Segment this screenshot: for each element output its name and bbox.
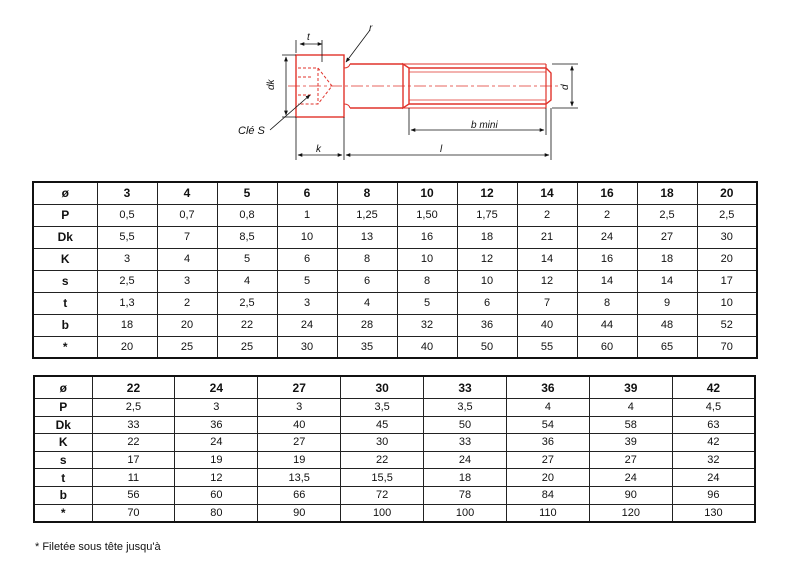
table-cell: 52 <box>697 314 757 336</box>
header-cell: ø <box>33 182 97 204</box>
label-t: t <box>307 32 310 43</box>
table-cell: 7 <box>517 292 577 314</box>
table-cell: 2 <box>517 204 577 226</box>
table-row <box>33 336 757 358</box>
table-cell: 4 <box>506 399 589 417</box>
table-cell: 48 <box>637 314 697 336</box>
table-cell: 25 <box>217 336 277 358</box>
table-cell: 18 <box>637 248 697 270</box>
header-cell: 14 <box>517 182 577 204</box>
header-cell: 39 <box>589 376 672 399</box>
row-label: K <box>33 248 97 270</box>
table-cell: 60 <box>175 486 258 504</box>
table-cell: 19 <box>258 451 341 469</box>
table-cell: 120 <box>589 504 672 522</box>
table-cell: 21 <box>517 226 577 248</box>
table-row <box>34 451 755 469</box>
table-cell: 1,25 <box>337 204 397 226</box>
table-cell: 18 <box>457 226 517 248</box>
table-cell: 13 <box>337 226 397 248</box>
header-cell: 27 <box>258 376 341 399</box>
table-cell: 2 <box>577 204 637 226</box>
table-cell: 2,5 <box>92 399 175 417</box>
table-row <box>33 226 757 248</box>
table-cell: 63 <box>672 416 755 434</box>
header-cell: 4 <box>157 182 217 204</box>
label-b-mini: b mini <box>471 120 498 131</box>
label-cle-s: Clé S <box>238 125 265 137</box>
table-cell: 70 <box>697 336 757 358</box>
table-cell: 0,5 <box>97 204 157 226</box>
table-cell: 8 <box>397 270 457 292</box>
table-cell: 18 <box>424 469 507 487</box>
table-cell: 33 <box>92 416 175 434</box>
header-cell: 12 <box>457 182 517 204</box>
header-cell: 6 <box>277 182 337 204</box>
table-cell: 4,5 <box>672 399 755 417</box>
table-cell: 90 <box>589 486 672 504</box>
label-dk: dk <box>266 79 277 90</box>
table-cell: 78 <box>424 486 507 504</box>
table-cell: 56 <box>92 486 175 504</box>
table-cell: 11 <box>92 469 175 487</box>
dimension-table-small <box>32 181 758 359</box>
table-cell: 27 <box>637 226 697 248</box>
header-cell: 16 <box>577 182 637 204</box>
table-cell: 24 <box>589 469 672 487</box>
header-cell: 10 <box>397 182 457 204</box>
screw-technical-drawing <box>0 0 800 175</box>
table-cell: 19 <box>175 451 258 469</box>
table-cell: 96 <box>672 486 755 504</box>
table-body <box>34 399 755 522</box>
table-cell: 20 <box>157 314 217 336</box>
row-label: P <box>33 204 97 226</box>
header-cell: 3 <box>97 182 157 204</box>
table-cell: 25 <box>157 336 217 358</box>
table-row <box>34 504 755 522</box>
table-cell: 14 <box>517 248 577 270</box>
header-cell: 20 <box>697 182 757 204</box>
table-cell: 1,75 <box>457 204 517 226</box>
row-label: b <box>34 486 92 504</box>
table-cell: 40 <box>397 336 457 358</box>
footnote: * Filetée sous tête jusqu'à <box>35 541 161 553</box>
table-cell: 8,5 <box>217 226 277 248</box>
header-cell: 36 <box>506 376 589 399</box>
table-cell: 20 <box>506 469 589 487</box>
row-label: K <box>34 434 92 452</box>
table-cell: 27 <box>258 434 341 452</box>
table-header-row <box>33 182 757 204</box>
table-cell: 100 <box>341 504 424 522</box>
table-cell: 15,5 <box>341 469 424 487</box>
table-cell: 10 <box>457 270 517 292</box>
table-cell: 14 <box>577 270 637 292</box>
table-cell: 30 <box>341 434 424 452</box>
table-row <box>33 314 757 336</box>
table-cell: 5 <box>277 270 337 292</box>
table-cell: 20 <box>697 248 757 270</box>
table-cell: 5,5 <box>97 226 157 248</box>
table-cell: 3 <box>277 292 337 314</box>
table-cell: 84 <box>506 486 589 504</box>
row-label: b <box>33 314 97 336</box>
table-cell: 1,50 <box>397 204 457 226</box>
table-cell: 3,5 <box>424 399 507 417</box>
dimension-table-large <box>33 375 756 523</box>
table-cell: 32 <box>397 314 457 336</box>
table-cell: 1,3 <box>97 292 157 314</box>
table-cell: 2 <box>157 292 217 314</box>
table-cell: 40 <box>517 314 577 336</box>
table-cell: 3 <box>97 248 157 270</box>
table-cell: 6 <box>277 248 337 270</box>
screw-part <box>288 55 560 117</box>
table-row <box>33 270 757 292</box>
table-cell: 36 <box>175 416 258 434</box>
header-cell: 18 <box>637 182 697 204</box>
table-cell: 12 <box>457 248 517 270</box>
table-row <box>34 434 755 452</box>
table-row <box>34 399 755 417</box>
table-cell: 14 <box>637 270 697 292</box>
table-cell: 35 <box>337 336 397 358</box>
table-cell: 45 <box>341 416 424 434</box>
row-label: Dk <box>33 226 97 248</box>
table-cell: 90 <box>258 504 341 522</box>
table-cell: 42 <box>672 434 755 452</box>
table-cell: 6 <box>337 270 397 292</box>
label-l: l <box>440 144 443 155</box>
table-cell: 130 <box>672 504 755 522</box>
table-cell: 80 <box>175 504 258 522</box>
table-row <box>33 292 757 314</box>
table-cell: 10 <box>697 292 757 314</box>
row-label: t <box>33 292 97 314</box>
header-cell: 22 <box>92 376 175 399</box>
table-cell: 18 <box>97 314 157 336</box>
table-body <box>33 204 757 358</box>
table-cell: 16 <box>577 248 637 270</box>
table-cell: 4 <box>217 270 277 292</box>
table-cell: 3 <box>157 270 217 292</box>
table-cell: 2,5 <box>637 204 697 226</box>
table-cell: 10 <box>397 248 457 270</box>
table-cell: 9 <box>637 292 697 314</box>
label-k: k <box>316 144 321 155</box>
table-cell: 55 <box>517 336 577 358</box>
table-cell: 5 <box>397 292 457 314</box>
table-cell: 7 <box>157 226 217 248</box>
dimension-lines <box>270 30 578 160</box>
table-cell: 3 <box>258 399 341 417</box>
table-row <box>34 486 755 504</box>
table-cell: 28 <box>337 314 397 336</box>
table-cell: 30 <box>697 226 757 248</box>
table-row <box>34 469 755 487</box>
label-d: d <box>560 84 571 90</box>
header-cell: 24 <box>175 376 258 399</box>
header-cell: 30 <box>341 376 424 399</box>
table-cell: 54 <box>506 416 589 434</box>
table-cell: 66 <box>258 486 341 504</box>
table-cell: 24 <box>424 451 507 469</box>
table-cell: 17 <box>92 451 175 469</box>
table-cell: 0,8 <box>217 204 277 226</box>
table-cell: 6 <box>457 292 517 314</box>
table-cell: 8 <box>337 248 397 270</box>
table-cell: 24 <box>577 226 637 248</box>
table-cell: 36 <box>506 434 589 452</box>
row-label: * <box>34 504 92 522</box>
table-cell: 36 <box>457 314 517 336</box>
table-cell: 0,7 <box>157 204 217 226</box>
table-cell: 17 <box>697 270 757 292</box>
row-label: * <box>33 336 97 358</box>
table-cell: 100 <box>424 504 507 522</box>
header-cell: 33 <box>424 376 507 399</box>
table-cell: 12 <box>175 469 258 487</box>
table-cell: 30 <box>277 336 337 358</box>
table-cell: 110 <box>506 504 589 522</box>
table-cell: 1 <box>277 204 337 226</box>
table-cell: 2,5 <box>97 270 157 292</box>
row-label: s <box>33 270 97 292</box>
table-cell: 40 <box>258 416 341 434</box>
table-cell: 8 <box>577 292 637 314</box>
table-cell: 5 <box>217 248 277 270</box>
table-cell: 60 <box>577 336 637 358</box>
header-cell: 42 <box>672 376 755 399</box>
table-cell: 2,5 <box>217 292 277 314</box>
table-header-row <box>34 376 755 399</box>
table-cell: 24 <box>277 314 337 336</box>
table-cell: 3 <box>175 399 258 417</box>
table-cell: 16 <box>397 226 457 248</box>
row-label: Dk <box>34 416 92 434</box>
table-cell: 4 <box>157 248 217 270</box>
table-cell: 24 <box>175 434 258 452</box>
table-cell: 72 <box>341 486 424 504</box>
table-cell: 22 <box>217 314 277 336</box>
table-cell: 3,5 <box>341 399 424 417</box>
table-cell: 58 <box>589 416 672 434</box>
table-row <box>34 416 755 434</box>
table-cell: 70 <box>92 504 175 522</box>
table-cell: 10 <box>277 226 337 248</box>
row-label: t <box>34 469 92 487</box>
table-cell: 2,5 <box>697 204 757 226</box>
table-cell: 4 <box>337 292 397 314</box>
table-cell: 27 <box>506 451 589 469</box>
row-label: s <box>34 451 92 469</box>
table-cell: 27 <box>589 451 672 469</box>
header-cell: 8 <box>337 182 397 204</box>
table-cell: 13,5 <box>258 469 341 487</box>
table-cell: 44 <box>577 314 637 336</box>
table-cell: 12 <box>517 270 577 292</box>
label-r: r <box>369 23 373 34</box>
table-cell: 32 <box>672 451 755 469</box>
table-cell: 50 <box>457 336 517 358</box>
table-cell: 20 <box>97 336 157 358</box>
table-cell: 22 <box>341 451 424 469</box>
table-cell: 24 <box>672 469 755 487</box>
table-cell: 50 <box>424 416 507 434</box>
table-row <box>33 248 757 270</box>
header-cell: ø <box>34 376 92 399</box>
table-row <box>33 204 757 226</box>
table-cell: 39 <box>589 434 672 452</box>
header-cell: 5 <box>217 182 277 204</box>
table-cell: 22 <box>92 434 175 452</box>
table-cell: 33 <box>424 434 507 452</box>
row-label: P <box>34 399 92 417</box>
table-cell: 4 <box>589 399 672 417</box>
table-cell: 65 <box>637 336 697 358</box>
